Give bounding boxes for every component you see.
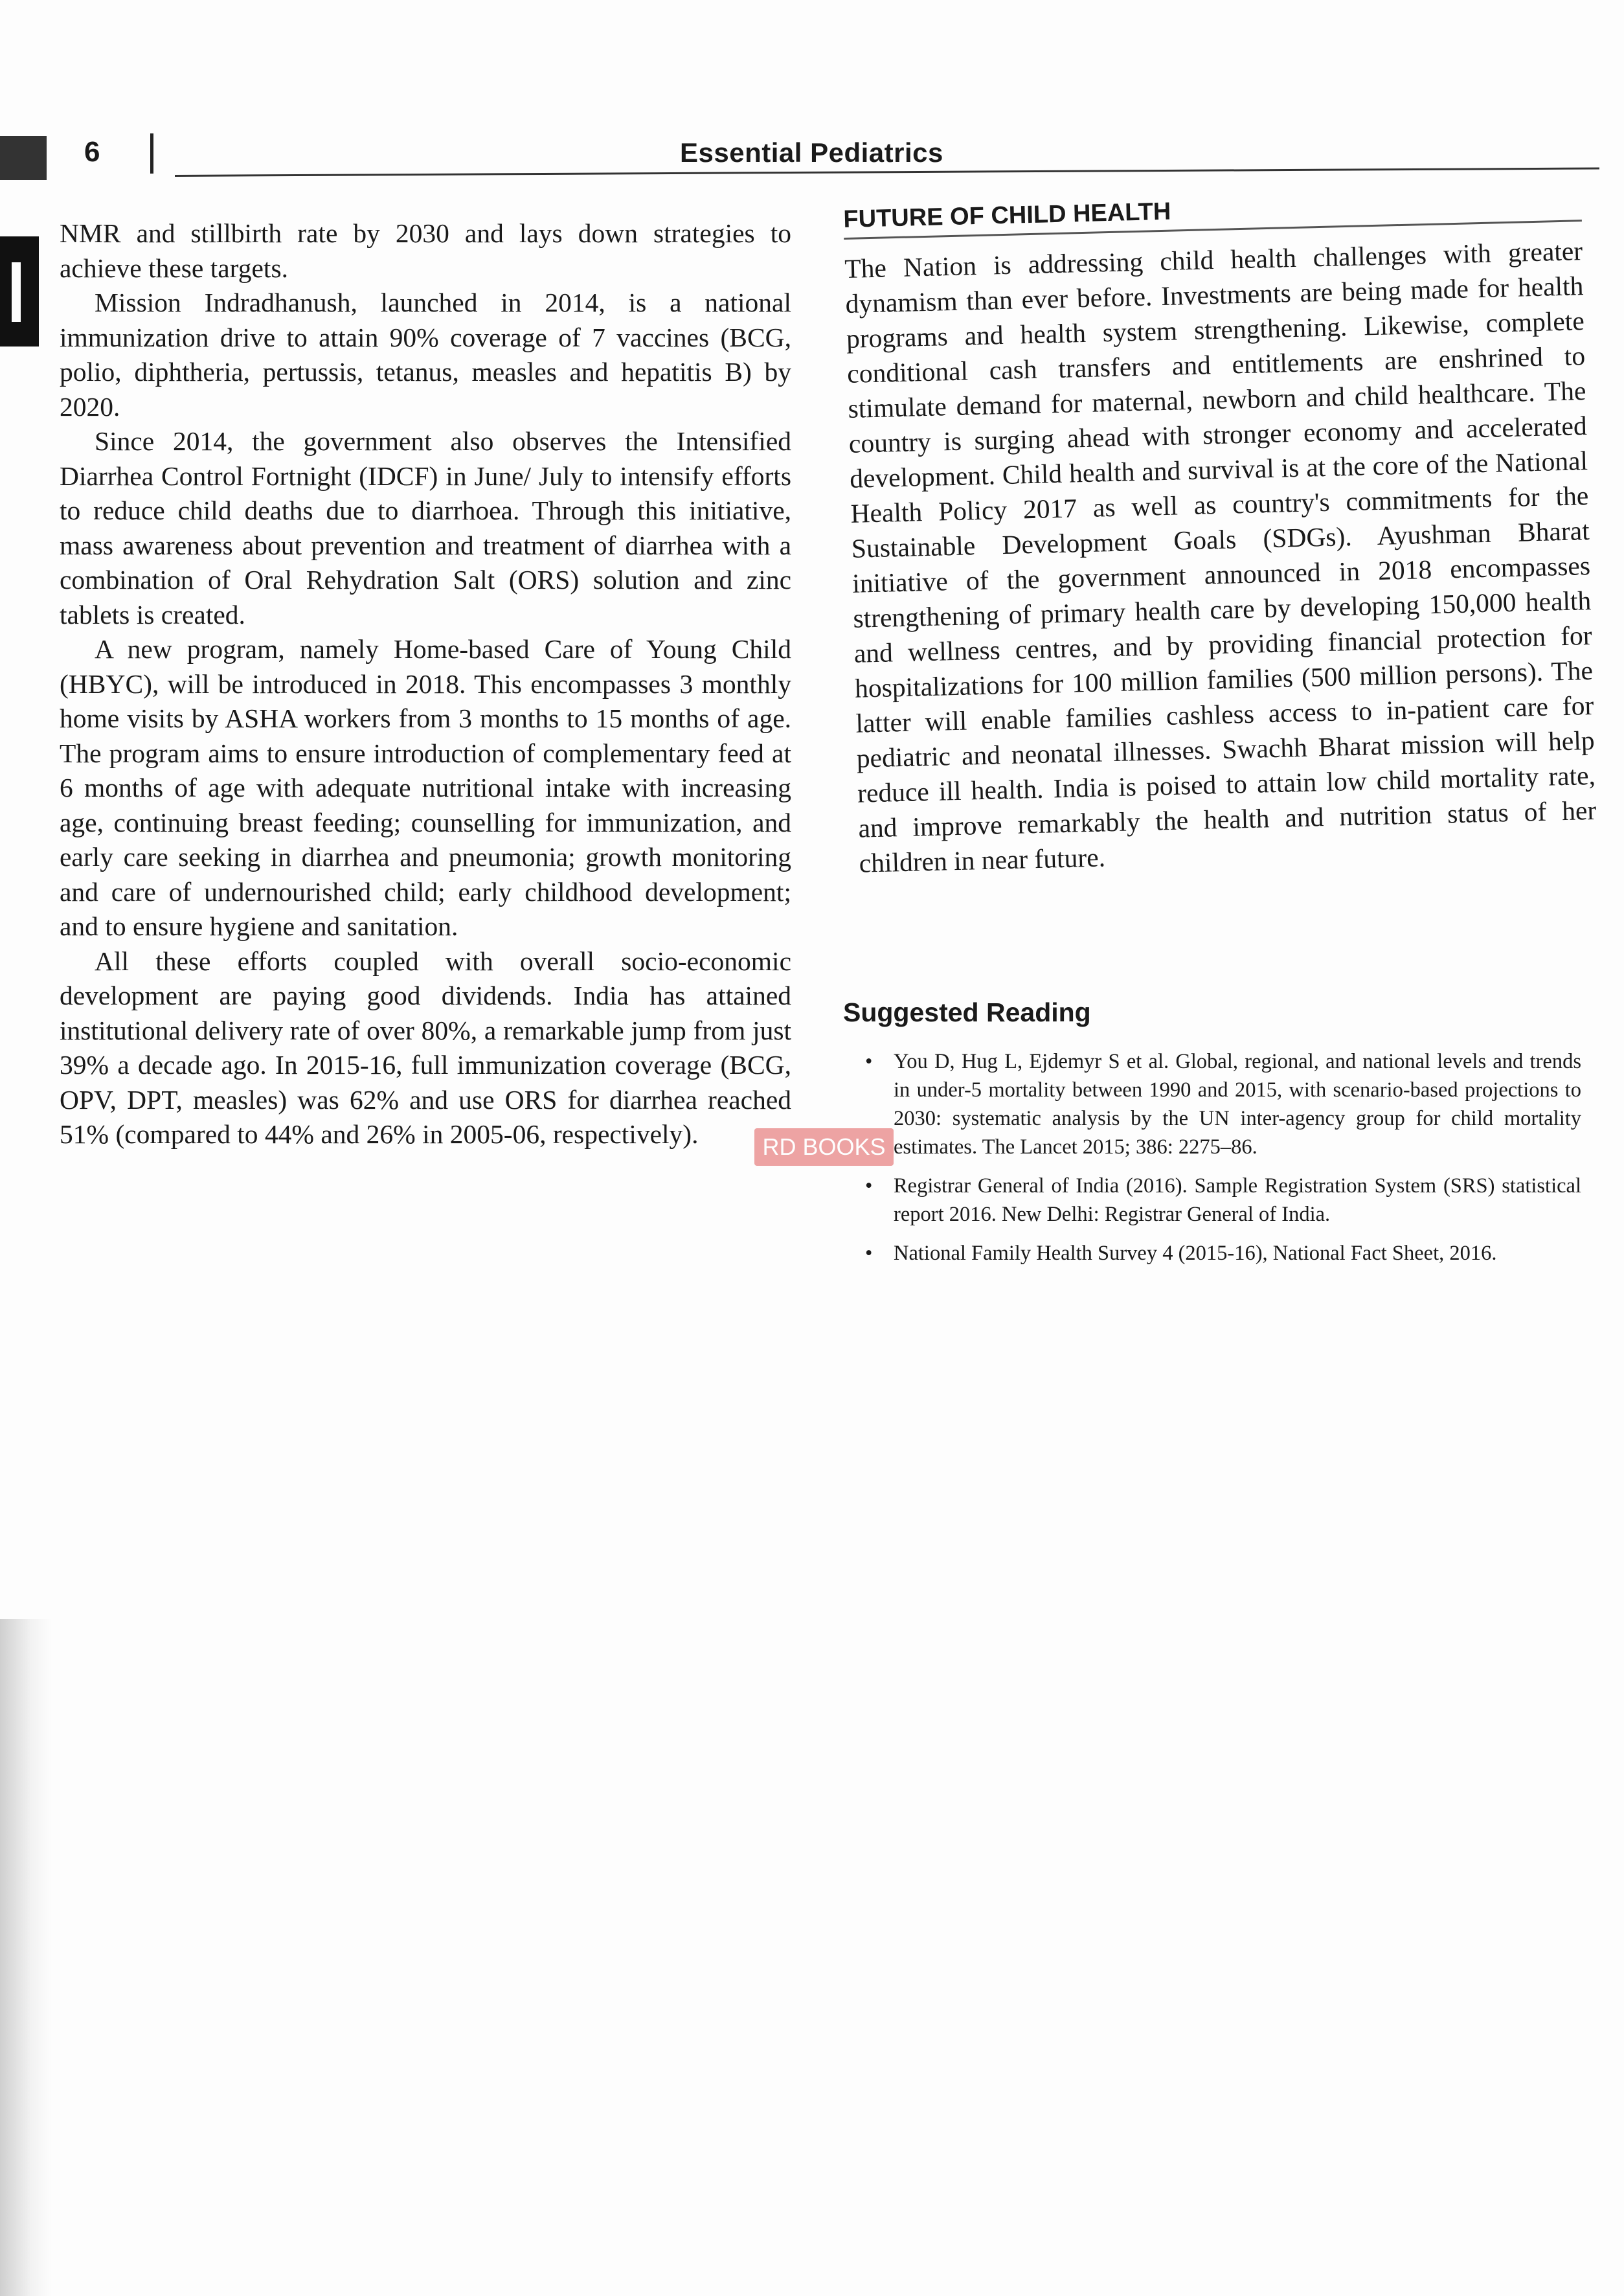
reference-item — [843, 1047, 1581, 1161]
left-column — [60, 216, 791, 1152]
scan-edge-shadow — [0, 1619, 52, 2296]
bullet-icon: • — [865, 1242, 873, 1265]
paragraph: All these efforts coupled with overall socio-economic development are paying good dividends. India has attained institutional delivery rate of over 80%, a remarkable jump from just 39% a decade ago. In 2015-16, full immunization coverage (BCG, OPV, DPT, measles) was 62% and use ORS for diarrhea reached 51% (compared to 44% and 26% in 2005-06, respectively). — [60, 946, 791, 1149]
page-corner-block — [0, 136, 47, 180]
bullet-icon: • — [865, 1174, 873, 1198]
page-number: 6 — [84, 136, 100, 168]
reference-list — [843, 1047, 1581, 1267]
reference-item — [843, 1239, 1581, 1267]
paragraph: A new program, namely Home-based Care of Young Child (HBYC), will be introduced in 2018. This encompasses 3 monthly home visits by ASHA workers from 3 months to 15 months of age. The program aims to ensure introduction of complementary feed at 6 months of age with adequate nutritional intake with increasing age, continuing breast feeding; counselling for immunization, and early care seeking in diarrhea and pneumonia; growth monitoring and care of undernourished child; early childhood development; and to ensure hygiene and sanitation. — [60, 634, 791, 941]
paragraph: Mission Indradhanush, launched in 2014, is a national immunization drive to attain 90% coverage of 7 vaccines (BCG, polio, diphtheria, pertussis, tetanus, measles and hepatitis B) by 2020. — [60, 288, 791, 422]
reference-text: National Family Health Survey 4 (2015-16), National Fact Sheet, 2016. — [894, 1242, 1497, 1265]
chapter-tab — [0, 236, 39, 347]
suggested-reading-heading: Suggested Reading — [843, 997, 1091, 1027]
watermark-logo: RD BOOKS — [754, 1128, 894, 1166]
reference-item — [843, 1172, 1581, 1229]
reference-text: You D, Hug L, Ejdemyr S et al. Global, regional, and national levels and trends in under-5 mortality between 1990 and 2015, with scenario-based projections to 2030: systematic analysis by the UN inter-agency group for child mortality estimates. The Lancet 2015; 386: 2275–86. — [894, 1050, 1581, 1159]
paragraph: NMR and stillbirth rate by 2030 and lays down strategies to achieve these targets. — [60, 218, 791, 283]
page-number-divider — [150, 133, 153, 174]
paragraph: Since 2014, the government also observes the Intensified Diarrhea Control Fortnight (IDCF) in June/ July to intensify efforts to reduce child deaths due to diarrhoea. Through this initiative, mass awareness about prevention and treatment of diarrhea with a combination of Oral Rehydration Salt (ORS) solution and zinc tablets is created. — [60, 426, 791, 630]
chapter-tab-numeral — [12, 262, 21, 322]
header-rule — [175, 167, 1599, 177]
future-section — [843, 188, 1597, 881]
reference-text: Registrar General of India (2016). Sample Registration System (SRS) statistical report 2016. New Delhi: Registrar General of India. — [894, 1174, 1581, 1226]
running-head: Essential Pediatrics — [680, 137, 943, 168]
suggested-reading — [843, 997, 1581, 1278]
section-heading: FUTURE OF CHILD HEALTH — [843, 198, 1171, 233]
section-body: The Nation is addressing child health challenges with greater dynamism than ever before. Investments are being made for health programs and health system strengthening. Likewise, complete conditional cash transfers and entitlements are enshrined to stimulate demand for maternal, newborn and child healthcare. The country is surging ahead with stronger economy and accelerated development. Child health and survival is at the core of the National Health Policy 2017 as well as country's commitments for the Sustainable Development Goals (SDGs). Ayushman Bharat initiative of the government announced in 2018 encompasses strengthening of primary health care by developing 150,000 health and wellness centres, and by providing financial protection for hospitalizations for 100 million families (500 million persons). The latter will enable families cashless access to in-patient care for pediatric and neonatal illnesses. Swachh Bharat mission will help reduce ill health. India is poised to attain low child mortality rate, and improve remarkably the health and nutrition status of her children in near future. — [844, 236, 1597, 878]
bullet-icon: • — [865, 1050, 873, 1073]
